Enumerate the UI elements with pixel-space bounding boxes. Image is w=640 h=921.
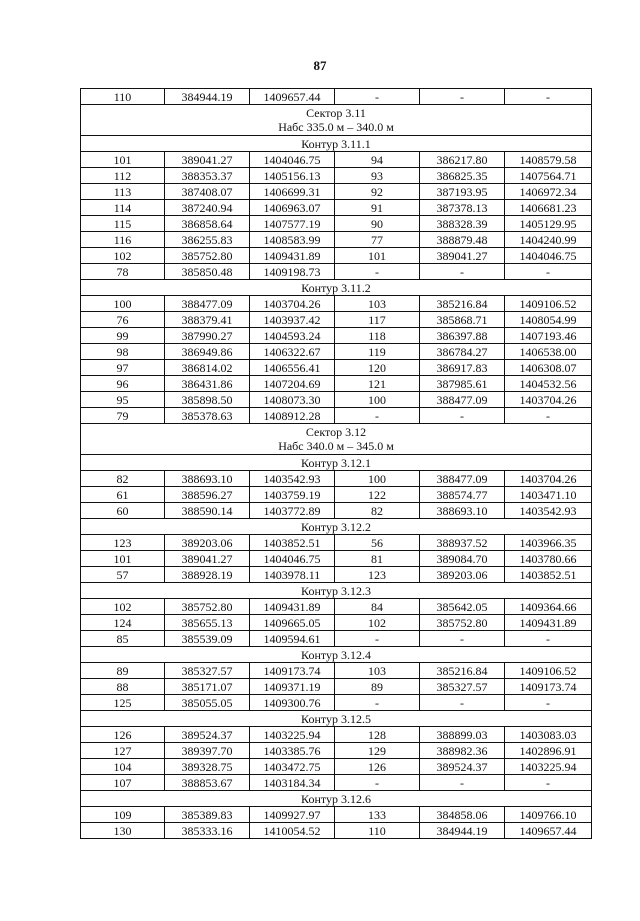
table-cell: 130 — [81, 823, 165, 839]
table-row — [81, 200, 592, 216]
table-cell: 98 — [81, 344, 165, 360]
table-cell: 386784.27 — [420, 344, 505, 360]
table-row — [81, 807, 592, 823]
table-cell: 1406538.00 — [505, 344, 592, 360]
table-cell: 112 — [81, 168, 165, 184]
table-cell: 103 — [335, 663, 420, 679]
table-cell: 1403852.51 — [250, 535, 335, 551]
contour-header-row — [81, 280, 592, 296]
table-cell: 100 — [81, 296, 165, 312]
table-cell: 385752.80 — [165, 248, 250, 264]
table-cell: 1409173.74 — [250, 663, 335, 679]
table-cell: 82 — [335, 503, 420, 519]
table-cell: 386858.64 — [165, 216, 250, 232]
table-cell: 101 — [335, 248, 420, 264]
table-cell: 118 — [335, 328, 420, 344]
table-row — [81, 392, 592, 408]
table-cell: 1407204.69 — [250, 376, 335, 392]
table-cell: 95 — [81, 392, 165, 408]
table-cell: 1403780.66 — [505, 551, 592, 567]
table-cell: - — [335, 408, 420, 424]
table-cell: 1404046.75 — [250, 551, 335, 567]
table-cell: 1403184.34 — [250, 775, 335, 791]
table-cell: - — [505, 631, 592, 647]
table-row — [81, 759, 592, 775]
table-cell: 1403472.75 — [250, 759, 335, 775]
table-cell: 79 — [81, 408, 165, 424]
table-cell: - — [505, 89, 592, 105]
table-row — [81, 152, 592, 168]
table-cell: 99 — [81, 328, 165, 344]
table-cell: 84 — [335, 599, 420, 615]
table-cell: - — [505, 775, 592, 791]
table-cell: 388693.10 — [165, 471, 250, 487]
table-row — [81, 328, 592, 344]
table-cell: 117 — [335, 312, 420, 328]
contour-header-row — [81, 519, 592, 535]
table-cell: 1405129.95 — [505, 216, 592, 232]
table-cell: 385216.84 — [420, 296, 505, 312]
sector-header-row — [81, 424, 592, 455]
table-row — [81, 232, 592, 248]
table-cell: 387193.95 — [420, 184, 505, 200]
table-cell: 1409594.61 — [250, 631, 335, 647]
table-cell: 386825.35 — [420, 168, 505, 184]
page-number: 87 — [313, 58, 327, 73]
table-cell: 385171.07 — [165, 679, 250, 695]
table-cell: 1404240.99 — [505, 232, 592, 248]
table-row — [81, 248, 592, 264]
table-cell: 101 — [81, 551, 165, 567]
table-cell: 97 — [81, 360, 165, 376]
table-cell: 1406322.67 — [250, 344, 335, 360]
table-cell: 109 — [81, 807, 165, 823]
table-row — [81, 312, 592, 328]
table-cell: 1409927.97 — [250, 807, 335, 823]
table-row — [81, 631, 592, 647]
sector-elevation-range: Набс 335.0 м – 340.0 м — [278, 120, 394, 134]
table-cell: 389203.06 — [420, 567, 505, 583]
table-cell: 1408579.58 — [505, 152, 592, 168]
table-cell: 388879.48 — [420, 232, 505, 248]
table-cell: 1409431.89 — [250, 248, 335, 264]
table-cell: 1409106.52 — [505, 663, 592, 679]
table-cell: 388574.77 — [420, 487, 505, 503]
contour-header-row — [81, 711, 592, 727]
table-cell: 388353.37 — [165, 168, 250, 184]
table-cell: 77 — [335, 232, 420, 248]
coordinates-table-body — [81, 89, 592, 839]
table-cell: 76 — [81, 312, 165, 328]
table-cell: 120 — [335, 360, 420, 376]
table-cell: 389524.37 — [165, 727, 250, 743]
table-cell: 1403704.26 — [505, 392, 592, 408]
table-cell: 61 — [81, 487, 165, 503]
table-cell: 1406556.41 — [250, 360, 335, 376]
table-cell: 387378.13 — [420, 200, 505, 216]
table-cell: 1403852.51 — [505, 567, 592, 583]
table-row — [81, 743, 592, 759]
contour-title: Контур 3.12.1 — [81, 455, 592, 471]
table-cell: 116 — [81, 232, 165, 248]
contour-header-row — [81, 136, 592, 152]
table-cell: 102 — [335, 615, 420, 631]
table-cell: 60 — [81, 503, 165, 519]
table-cell: 389328.75 — [165, 759, 250, 775]
table-cell: - — [420, 775, 505, 791]
table-cell: 107 — [81, 775, 165, 791]
table-cell: 386255.83 — [165, 232, 250, 248]
table-cell: 1409657.44 — [250, 89, 335, 105]
contour-title: Контур 3.12.4 — [81, 647, 592, 663]
table-cell: 119 — [335, 344, 420, 360]
table-cell: 388328.39 — [420, 216, 505, 232]
table-cell: 1409173.74 — [505, 679, 592, 695]
table-cell: 388928.19 — [165, 567, 250, 583]
table-cell: 1403759.19 — [250, 487, 335, 503]
table-cell: 114 — [81, 200, 165, 216]
table-cell: 388596.27 — [165, 487, 250, 503]
contour-title: Контур 3.12.6 — [81, 791, 592, 807]
table-cell: 1406308.07 — [505, 360, 592, 376]
table-cell: 128 — [335, 727, 420, 743]
table-cell: 1407564.71 — [505, 168, 592, 184]
table-cell: 82 — [81, 471, 165, 487]
table-cell: - — [335, 264, 420, 280]
table-cell: 1403225.94 — [505, 759, 592, 775]
table-cell: 103 — [335, 296, 420, 312]
contour-header-row — [81, 647, 592, 663]
table-cell: 387990.27 — [165, 328, 250, 344]
table-row — [81, 679, 592, 695]
table-cell: 385333.16 — [165, 823, 250, 839]
table-cell: 126 — [335, 759, 420, 775]
table-cell: 126 — [81, 727, 165, 743]
table-cell: 102 — [81, 599, 165, 615]
table-cell: 100 — [335, 392, 420, 408]
table-row — [81, 360, 592, 376]
table-cell: 387985.61 — [420, 376, 505, 392]
table-cell: 388853.67 — [165, 775, 250, 791]
table-cell: 113 — [81, 184, 165, 200]
table-cell: 389041.27 — [165, 551, 250, 567]
table-cell: 385055.05 — [165, 695, 250, 711]
table-row — [81, 775, 592, 791]
table-cell: 122 — [335, 487, 420, 503]
table-cell: 386217.80 — [420, 152, 505, 168]
table-cell: - — [335, 775, 420, 791]
table-cell: - — [505, 408, 592, 424]
table-cell: 384858.06 — [420, 807, 505, 823]
table-cell: 89 — [81, 663, 165, 679]
table-cell: 1405156.13 — [250, 168, 335, 184]
table-cell: 1403704.26 — [505, 471, 592, 487]
contour-title: Контур 3.11.2 — [81, 280, 592, 296]
table-cell: 386431.86 — [165, 376, 250, 392]
table-cell: 1404046.75 — [505, 248, 592, 264]
table-cell: 1404532.56 — [505, 376, 592, 392]
table-cell: 384944.19 — [420, 823, 505, 839]
table-cell: 1403471.10 — [505, 487, 592, 503]
table-cell: 385389.83 — [165, 807, 250, 823]
table-cell: 1406681.23 — [505, 200, 592, 216]
table-cell: 129 — [335, 743, 420, 759]
table-row — [81, 264, 592, 280]
table-cell: 388693.10 — [420, 503, 505, 519]
table-cell: 1409431.89 — [250, 599, 335, 615]
table-cell: 1402896.91 — [505, 743, 592, 759]
table-cell: - — [335, 695, 420, 711]
table-cell: 385868.71 — [420, 312, 505, 328]
table-cell: 385327.57 — [420, 679, 505, 695]
table-cell: 115 — [81, 216, 165, 232]
table-cell: 1403937.42 — [250, 312, 335, 328]
table-cell: 388899.03 — [420, 727, 505, 743]
table-cell: 1403083.03 — [505, 727, 592, 743]
table-cell: 1408073.30 — [250, 392, 335, 408]
table-cell: - — [420, 695, 505, 711]
table-cell: 384944.19 — [165, 89, 250, 105]
table-cell: 1403542.93 — [505, 503, 592, 519]
table-cell: 385378.63 — [165, 408, 250, 424]
table-cell: 388477.09 — [165, 296, 250, 312]
table-cell: 127 — [81, 743, 165, 759]
table-cell: 1403225.94 — [250, 727, 335, 743]
table-cell: - — [420, 408, 505, 424]
table-cell: 1406699.31 — [250, 184, 335, 200]
table-cell: 1410054.52 — [250, 823, 335, 839]
table-cell: 1404046.75 — [250, 152, 335, 168]
table-cell: 385539.09 — [165, 631, 250, 647]
table-row — [81, 615, 592, 631]
table-row — [81, 168, 592, 184]
table-cell: - — [420, 264, 505, 280]
table-cell: - — [420, 631, 505, 647]
table-row — [81, 727, 592, 743]
table-row — [81, 663, 592, 679]
table-cell: 388379.41 — [165, 312, 250, 328]
table-cell: - — [335, 89, 420, 105]
table-cell: 121 — [335, 376, 420, 392]
table-cell: 385752.80 — [165, 599, 250, 615]
table-cell: 1404593.24 — [250, 328, 335, 344]
table-cell: 93 — [335, 168, 420, 184]
table-cell: 388477.09 — [420, 471, 505, 487]
table-cell: 104 — [81, 759, 165, 775]
table-row — [81, 695, 592, 711]
table-cell: 56 — [335, 535, 420, 551]
table-cell: 57 — [81, 567, 165, 583]
table-cell: 385655.13 — [165, 615, 250, 631]
table-cell: 1403385.76 — [250, 743, 335, 759]
table-cell: 133 — [335, 807, 420, 823]
table-row — [81, 567, 592, 583]
table-cell: 89 — [335, 679, 420, 695]
table-cell: 1406972.34 — [505, 184, 592, 200]
sector-header — [81, 424, 592, 455]
contour-header-row — [81, 583, 592, 599]
contour-title: Контур 3.12.2 — [81, 519, 592, 535]
table-cell: 1409657.44 — [505, 823, 592, 839]
table-row — [81, 184, 592, 200]
sector-title: Сектор 3.11 — [306, 106, 366, 120]
table-cell: 387240.94 — [165, 200, 250, 216]
table-cell: 88 — [81, 679, 165, 695]
table-row — [81, 487, 592, 503]
table-row — [81, 535, 592, 551]
table-cell: 1408583.99 — [250, 232, 335, 248]
table-cell: 78 — [81, 264, 165, 280]
table-cell: 81 — [335, 551, 420, 567]
table-cell: 1408054.99 — [505, 312, 592, 328]
table-cell: 1403772.89 — [250, 503, 335, 519]
table-cell: 385850.48 — [165, 264, 250, 280]
table-cell: 385898.50 — [165, 392, 250, 408]
sector-title: Сектор 3.12 — [305, 425, 367, 439]
table-cell: 1407577.19 — [250, 216, 335, 232]
table-cell: 1409431.89 — [505, 615, 592, 631]
table-cell: 1409766.10 — [505, 807, 592, 823]
table-cell: 90 — [335, 216, 420, 232]
table-row — [81, 296, 592, 312]
table-row — [81, 89, 592, 105]
table-cell: 1409300.76 — [250, 695, 335, 711]
table-cell: - — [420, 89, 505, 105]
contour-header-row — [81, 455, 592, 471]
table-cell: 389041.27 — [165, 152, 250, 168]
table-row — [81, 503, 592, 519]
table-cell: - — [505, 264, 592, 280]
table-cell: - — [335, 631, 420, 647]
table-cell: 1403542.93 — [250, 471, 335, 487]
contour-title: Контур 3.11.1 — [81, 136, 592, 152]
table-cell: 91 — [335, 200, 420, 216]
table-cell: 386814.02 — [165, 360, 250, 376]
table-cell: 389524.37 — [420, 759, 505, 775]
table-row — [81, 823, 592, 839]
contour-title: Контур 3.12.5 — [81, 711, 592, 727]
table-cell: 385752.80 — [420, 615, 505, 631]
table-cell: 385216.84 — [420, 663, 505, 679]
table-cell: 386949.86 — [165, 344, 250, 360]
table-cell: 389203.06 — [165, 535, 250, 551]
table-cell: 102 — [81, 248, 165, 264]
table-cell: 1409106.52 — [505, 296, 592, 312]
table-cell: 110 — [81, 89, 165, 105]
table-cell: 85 — [81, 631, 165, 647]
table-cell: 123 — [335, 567, 420, 583]
table-cell: 389041.27 — [420, 248, 505, 264]
table-cell: 1409364.66 — [505, 599, 592, 615]
table-row — [81, 551, 592, 567]
table-cell: 1406963.07 — [250, 200, 335, 216]
table-row — [81, 376, 592, 392]
table-cell: 1403966.35 — [505, 535, 592, 551]
coordinates-table — [80, 88, 592, 839]
table-cell: 1407193.46 — [505, 328, 592, 344]
table-cell: 389397.70 — [165, 743, 250, 759]
table-cell: 387408.07 — [165, 184, 250, 200]
sector-header-row — [81, 105, 592, 136]
table-cell: 388982.36 — [420, 743, 505, 759]
table-cell: 385642.05 — [420, 599, 505, 615]
table-cell: 125 — [81, 695, 165, 711]
contour-header-row — [81, 791, 592, 807]
table-row — [81, 408, 592, 424]
table-cell: 1403704.26 — [250, 296, 335, 312]
table-cell: 96 — [81, 376, 165, 392]
table-cell: 1408912.28 — [250, 408, 335, 424]
table-cell: 94 — [335, 152, 420, 168]
table-cell: 110 — [335, 823, 420, 839]
table-cell: 1403978.11 — [250, 567, 335, 583]
table-cell: 92 — [335, 184, 420, 200]
sector-elevation-range: Набс 340.0 м – 345.0 м — [278, 439, 394, 453]
table-row — [81, 471, 592, 487]
table-cell: 1409371.19 — [250, 679, 335, 695]
table-cell: 386397.88 — [420, 328, 505, 344]
table-row — [81, 216, 592, 232]
table-cell: 388590.14 — [165, 503, 250, 519]
table-cell: 101 — [81, 152, 165, 168]
table-cell: 1409665.05 — [250, 615, 335, 631]
sector-header — [81, 105, 592, 136]
table-cell: 388937.52 — [420, 535, 505, 551]
table-cell: - — [505, 695, 592, 711]
table-cell: 385327.57 — [165, 663, 250, 679]
table-cell: 124 — [81, 615, 165, 631]
table-row — [81, 599, 592, 615]
table-cell: 100 — [335, 471, 420, 487]
table-cell: 389084.70 — [420, 551, 505, 567]
table-cell: 386917.83 — [420, 360, 505, 376]
table-cell: 123 — [81, 535, 165, 551]
table-cell: 388477.09 — [420, 392, 505, 408]
table-row — [81, 344, 592, 360]
contour-title: Контур 3.12.3 — [81, 583, 592, 599]
table-cell: 1409198.73 — [250, 264, 335, 280]
